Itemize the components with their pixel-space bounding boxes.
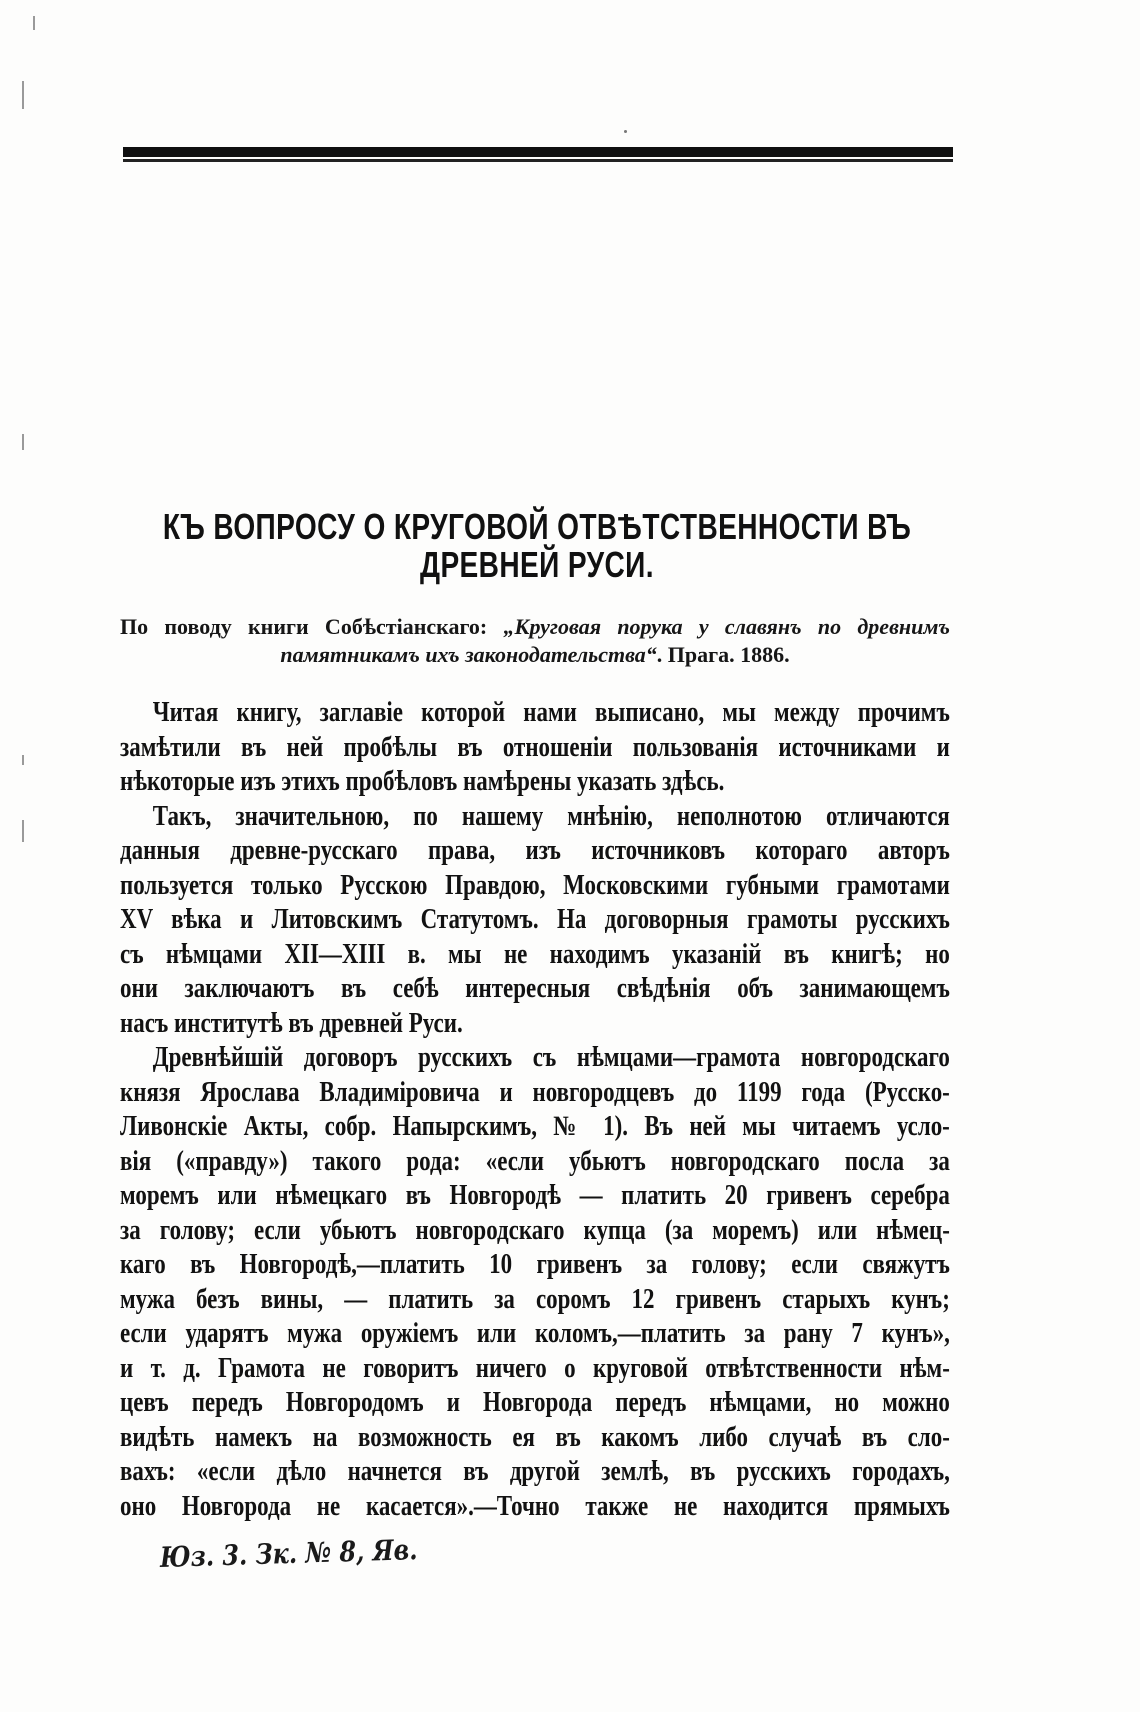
text-line: за голову; если убьютъ новгородскаго купца (за моремъ) или нѣмец-: [120, 1214, 950, 1246]
header-rule-thick: [123, 147, 953, 157]
subtitle-line-1: [120, 613, 950, 641]
subtitle-book-title-part-1: „Круговая порука у славянъ по древнимъ: [503, 614, 951, 639]
text-line: каго въ Новгородѣ,—платить 10 гривенъ за голову; если свяжутъ: [120, 1249, 950, 1280]
text-line: оно Новгорода не касается».—Точно также не находится прямыхъ: [120, 1490, 950, 1522]
text-line: XV вѣка и Литовскимъ Статутомъ. На договорныя грамоты русскихъ: [120, 904, 950, 935]
text-line: видѣть намекъ на возможность ея въ какомъ либо случаѣ въ сло-: [120, 1421, 950, 1453]
scan-margin-mark: [22, 434, 24, 450]
text-line: Такъ, значительною, по нашему мнѣнію, неполнотою отличаются: [152, 800, 950, 832]
scan-margin-mark: [33, 16, 35, 30]
text-line: замѣтили въ ней пробѣлы въ отношеніи пользованія источниками и: [120, 731, 950, 763]
subtitle-book-title-part-2: памятникамъ ихъ законодательства“: [280, 642, 657, 667]
scan-speck: [624, 130, 627, 133]
text-line: пользуется только Русскою Правдою, Московскими губными грамотами: [120, 869, 950, 901]
text-line: они заключаютъ въ себѣ интересныя свѣдѣнія объ занимающемъ: [120, 973, 950, 1004]
text-line: нѣкоторые изъ этихъ пробѣловъ намѣрены указать здѣсь.: [120, 766, 725, 797]
text-line: и т. д. Грамота не говоритъ ничего о круговой отвѣтственности нѣм-: [120, 1352, 950, 1384]
text-line: мужа безъ вины, — платить за соромъ 12 гривенъ старыхъ кунъ;: [120, 1283, 950, 1315]
subtitle-place-year: . Прага. 1886.: [656, 642, 790, 667]
article-title-line-2: ДРЕВНЕЙ РУСИ.: [420, 544, 654, 585]
subtitle-line-2: [120, 641, 950, 669]
text-line: цевъ передъ Новгородомъ и Новгорода передъ нѣмцами, но можно: [120, 1387, 950, 1418]
scan-margin-mark: [22, 755, 24, 765]
text-line: вія («правду») такого рода: «если убьютъ новгородскаго посла за: [120, 1145, 950, 1177]
text-line: съ нѣмцами XII—XIII в. мы не находимъ указаній въ книгѣ; но: [120, 938, 950, 970]
text-line: вахъ: «если дѣло начнется въ другой землѣ, въ русскихъ городахъ,: [120, 1456, 950, 1487]
text-line: моремъ или нѣмецкаго въ Новгородѣ — платить 20 гривенъ серебра: [120, 1180, 950, 1211]
subtitle-prefix: По поводу книги Собѣстіанскаго:: [120, 614, 488, 639]
text-line: Читая книгу, заглавіе которой нами выписано, мы между прочимъ: [152, 697, 950, 728]
text-line: данныя древне-русскаго права, изъ источниковъ котораго авторъ: [120, 835, 950, 866]
body-text: [120, 696, 950, 1524]
scan-margin-mark: [22, 81, 24, 109]
header-rule-thin: [123, 159, 953, 162]
article-title-line-1: КЪ ВОПРОСУ О КРУГОВОЙ ОТВѢТСТВЕННОСТИ ВЪ: [162, 506, 912, 547]
handwritten-shelf-mark: Юз. 3. Зк. № 8, Яв.: [159, 1533, 418, 1574]
text-line: Древнѣйшій договоръ русскихъ съ нѣмцами—грамота новгородскаго: [152, 1042, 950, 1073]
text-line: князя Ярослава Владиміровича и новгородцевъ до 1199 года (Русско-: [120, 1076, 950, 1108]
scan-margin-mark: [22, 820, 24, 842]
text-line: Ливонскіе Акты, собр. Напырскимъ, № 1). Въ ней мы читаемъ усло-: [120, 1111, 950, 1142]
text-line: насъ институтѣ въ древней Руси.: [120, 1007, 463, 1039]
text-line: если ударятъ мужа оружіемъ или коломъ,—платить за рану 7 кунъ»,: [120, 1318, 950, 1349]
